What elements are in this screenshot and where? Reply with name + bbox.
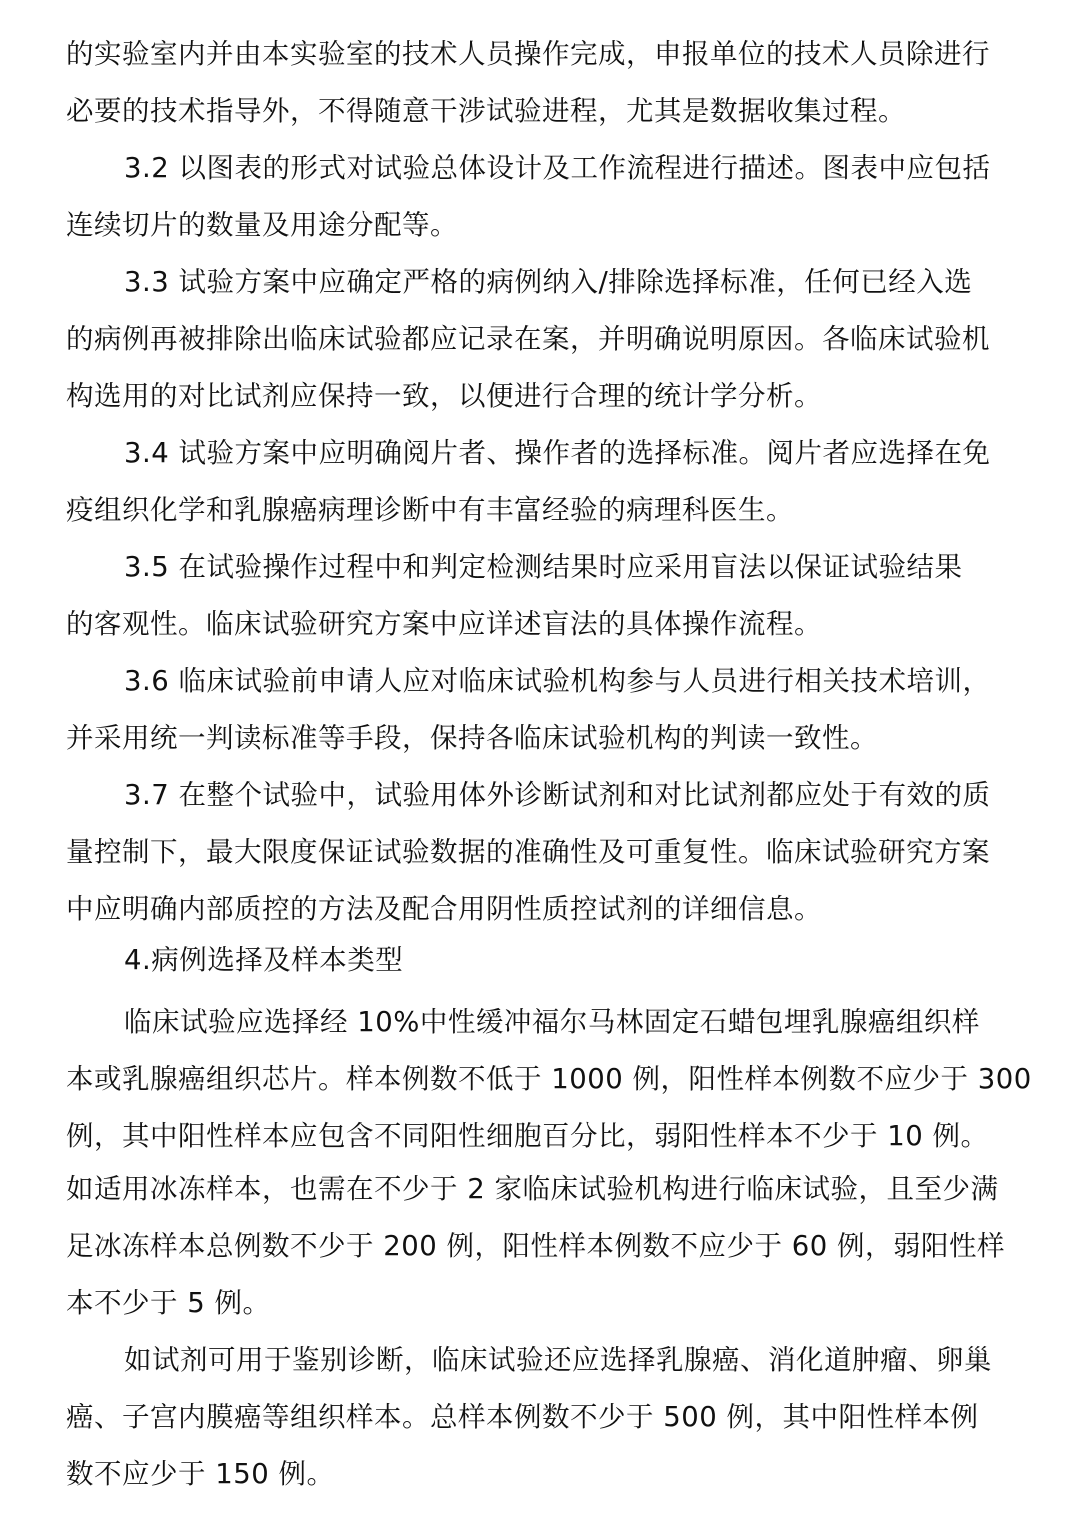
section-3-7-heading-line: 3.7 在整个试验中，试验用体外诊断试剂和对比试剂都应处于有效的质 — [124, 779, 991, 811]
text-line: 的客观性。临床试验研究方案中应详述盲法的具体操作流程。 — [66, 608, 822, 640]
text-line: 中应明确内部质控的方法及配合用阴性质控试剂的详细信息。 — [66, 893, 822, 925]
text-line: 足冰冻样本总例数不少于 200 例，阳性样本例数不应少于 60 例，弱阳性样 — [66, 1230, 1005, 1262]
section-3-3-heading-line: 3.3 试验方案中应确定严格的病例纳入/排除选择标准，任何已经入选 — [124, 266, 973, 298]
text-line: 构选用的对比试剂应保持一致，以便进行合理的统计学分析。 — [66, 380, 822, 412]
text-line: 必要的技术指导外，不得随意干涉试验进程，尤其是数据收集过程。 — [66, 95, 906, 127]
text-line: 本不少于 5 例。 — [66, 1287, 271, 1319]
text-line: 疫组织化学和乳腺癌病理诊断中有丰富经验的病理科医生。 — [66, 494, 794, 526]
text-line: 量控制下，最大限度保证试验数据的准确性及可重复性。临床试验研究方案 — [66, 836, 990, 868]
section-4-heading: 4.病例选择及样本类型 — [124, 944, 404, 976]
paragraph-first-line: 临床试验应选择经 10%中性缓冲福尔马林固定石蜡包埋乳腺癌组织样 — [124, 1006, 980, 1038]
text-line: 本或乳腺癌组织芯片。样本例数不低于 1000 例，阳性样本例数不应少于 300 — [66, 1063, 1032, 1095]
text-line: 癌、子宫内膜癌等组织样本。总样本例数不少于 500 例，其中阳性样本例 — [66, 1401, 979, 1433]
text-line: 的病例再被排除出临床试验都应记录在案，并明确说明原因。各临床试验机 — [66, 323, 990, 355]
section-3-6-heading-line: 3.6 临床试验前申请人应对临床试验机构参与人员进行相关技术培训， — [124, 665, 991, 697]
section-3-2-heading-line: 3.2 以图表的形式对试验总体设计及工作流程进行描述。图表中应包括 — [124, 152, 991, 184]
section-3-5-heading-line: 3.5 在试验操作过程中和判定检测结果时应采用盲法以保证试验结果 — [124, 551, 963, 583]
section-3-4-heading-line: 3.4 试验方案中应明确阅片者、操作者的选择标准。阅片者应选择在免 — [124, 437, 991, 469]
text-line: 的实验室内并由本实验室的技术人员操作完成，申报单位的技术人员除进行 — [66, 38, 990, 70]
text-line: 例，其中阳性样本应包含不同阳性细胞百分比，弱阳性样本不少于 10 例。 — [66, 1120, 989, 1152]
text-line: 并采用统一判读标准等手段，保持各临床试验机构的判读一致性。 — [66, 722, 878, 754]
text-line: 如适用冰冻样本，也需在不少于 2 家临床试验机构进行临床试验，且至少满 — [66, 1173, 999, 1205]
paragraph-first-line: 如试剂可用于鉴别诊断，临床试验还应选择乳腺癌、消化道肿瘤、卵巢 — [124, 1344, 992, 1376]
text-line: 数不应少于 150 例。 — [66, 1458, 335, 1490]
text-line: 连续切片的数量及用途分配等。 — [66, 209, 458, 241]
